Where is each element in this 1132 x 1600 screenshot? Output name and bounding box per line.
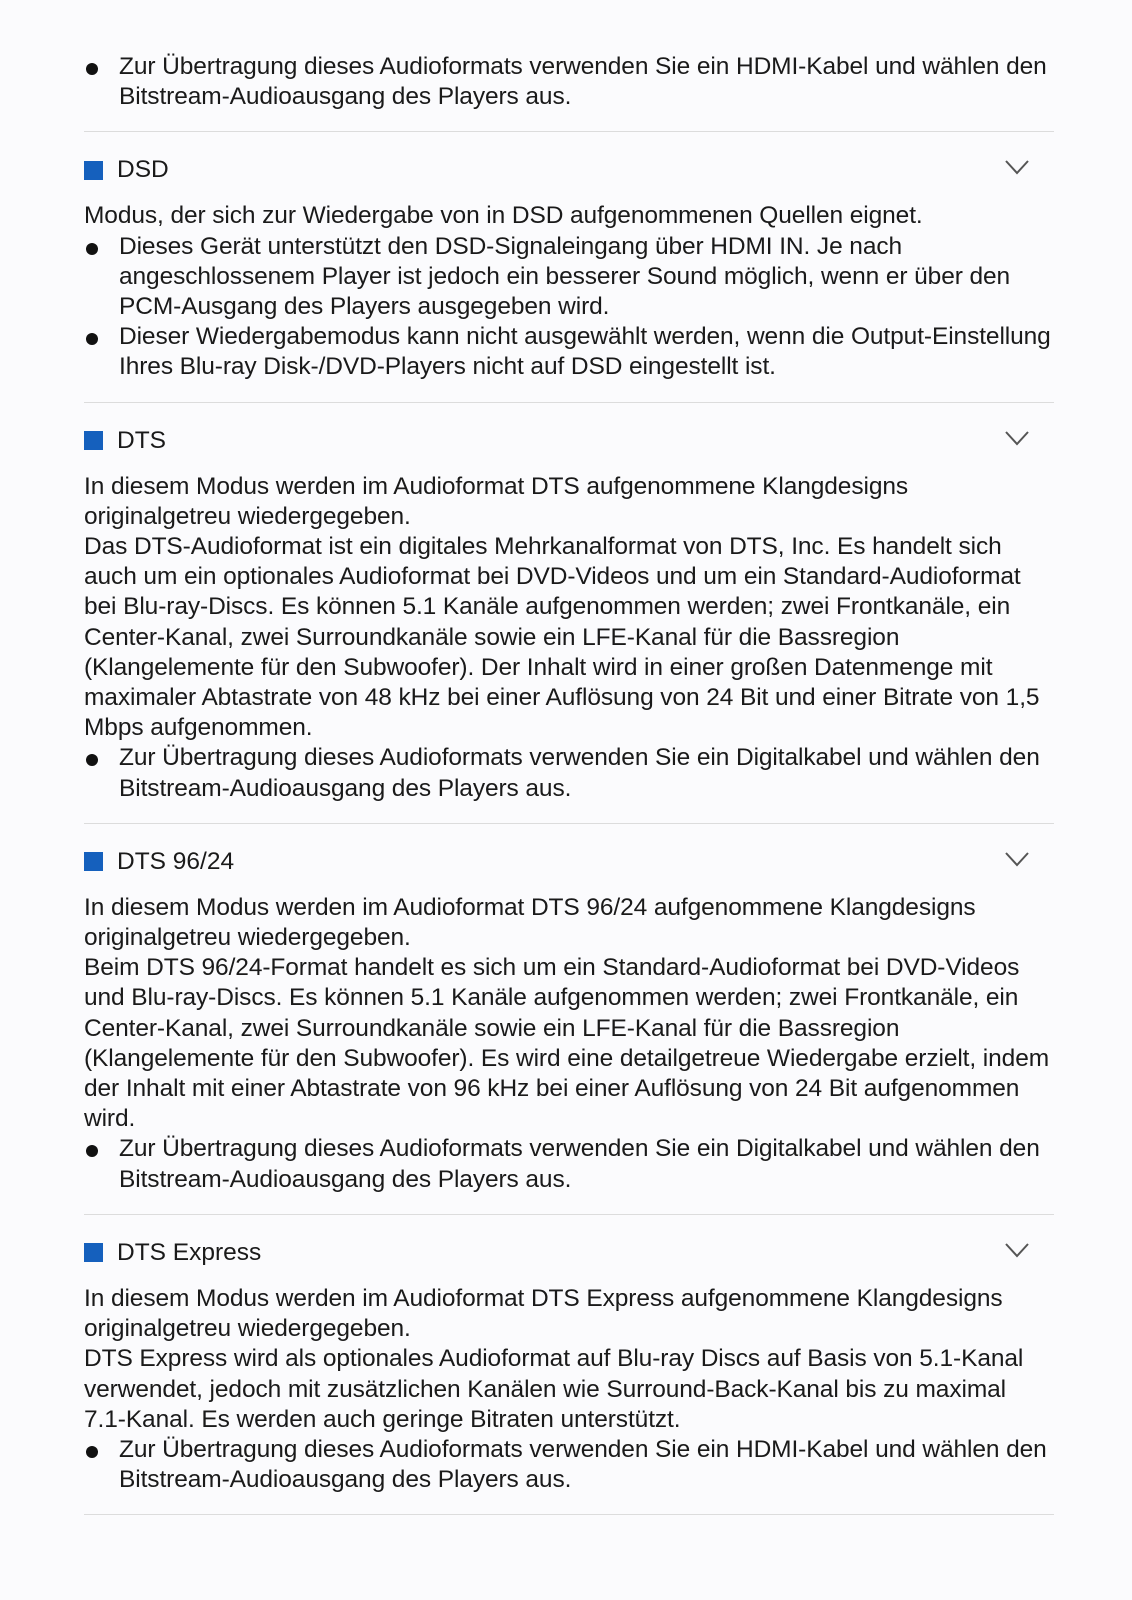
section-divider <box>84 1514 1054 1515</box>
paragraph: In diesem Modus werden im Audioformat DTS 96/24 aufgenommene Klangdesigns originalgetreu wiedergegeben. <box>84 893 976 952</box>
bullet-list <box>84 1435 1054 1495</box>
bullet-dot-icon <box>86 63 98 75</box>
section-divider <box>84 402 1054 403</box>
paragraph: DTS Express wird als optionales Audioformat auf Blu-ray Discs auf Basis von 5.1-Kanal verwendet, jedoch mit zusätzlichen Kanälen wie Surround-Back-Kanal bis zu maximal 7.1-Kanal. Es werden auch geringe Bitraten unterstützt. <box>84 1345 1024 1433</box>
bullet-list <box>84 1134 1054 1194</box>
section-divider <box>84 1214 1054 1215</box>
list-item <box>84 52 1054 112</box>
bullet-text: Dieser Wiedergabemodus kann nicht ausgewählt werden, wenn die Output-Einstellung Ihres Blu-ray Disk-/DVD-Players nicht auf DSD eingestellt ist. <box>119 323 1051 381</box>
bullet-text: Zur Übertragung dieses Audioformats verwenden Sie ein Digitalkabel und wählen den Bitstream-Audioausgang des Players aus. <box>119 1135 1040 1193</box>
section-divider <box>84 823 1054 824</box>
chevron-down-icon[interactable] <box>1004 158 1030 176</box>
list-item <box>84 322 1054 382</box>
section-dts-express <box>84 1235 1054 1515</box>
document-page <box>84 52 1054 1515</box>
list-item <box>84 1134 1054 1194</box>
chevron-down-icon[interactable] <box>1004 429 1030 447</box>
section-dts-96-24 <box>84 844 1054 1215</box>
section-title: DSD <box>117 156 169 184</box>
bullet-dot-icon <box>86 333 98 345</box>
section-header[interactable] <box>84 844 1054 880</box>
paragraph: In diesem Modus werden im Audioformat DTS aufgenommene Klangdesigns originalgetreu wiedergegeben. <box>84 472 909 530</box>
blue-square-icon <box>84 1243 103 1262</box>
section-dts <box>84 423 1054 824</box>
bullet-text: Zur Übertragung dieses Audioformats verwenden Sie ein HDMI-Kabel und wählen den Bitstream-Audioausgang des Players aus. <box>119 53 1047 111</box>
section-dsd <box>84 152 1054 402</box>
blue-square-icon <box>84 161 103 180</box>
section-title: DTS 96/24 <box>117 847 235 875</box>
paragraph: Beim DTS 96/24-Format handelt es sich um ein Standard-Audioformat bei DVD-Videos und Blu-ray-Discs. Es können 5.1 Kanäle aufgenommen werden; zwei Frontkanäle, ein Center-Kanal, zwei Surroundkanäle sowie ein LFE-Kanal für die Bassregion (Klangelemente für den Subwoofer). Es wird eine detailgetreue Wiedergabe erzielt, indem der Inhalt mit einer Abtastrate von 96 kHz bei einer Auflösung von 24 Bit aufgenommen wird. <box>84 954 1050 1133</box>
bullet-dot-icon <box>86 243 98 255</box>
bullet-text: Dieses Gerät unterstützt den DSD-Signaleingang über HDMI IN. Je nach angeschlossenem Player ist jedoch ein besserer Sound möglich, wenn er über den PCM-Ausgang des Players ausgegeben wird. <box>119 232 1011 321</box>
paragraph: Modus, der sich zur Wiedergabe von in DSD aufgenommenen Quellen eignet. <box>84 202 923 230</box>
bullet-dot-icon <box>86 1446 98 1458</box>
intro-bullet-list <box>84 52 1054 112</box>
section-header[interactable] <box>84 423 1054 459</box>
list-item <box>84 232 1054 323</box>
list-item <box>84 743 1054 803</box>
bullet-dot-icon <box>86 754 98 766</box>
section-header[interactable] <box>84 152 1054 188</box>
chevron-down-icon[interactable] <box>1004 1241 1030 1259</box>
paragraph: In diesem Modus werden im Audioformat DTS Express aufgenommene Klangdesigns originalgetreu wiedergegeben. <box>84 1284 1003 1343</box>
bullet-list <box>84 232 1054 383</box>
bullet-text: Zur Übertragung dieses Audioformats verwenden Sie ein HDMI-Kabel und wählen den Bitstream-Audioausgang des Players aus. <box>119 1435 1047 1494</box>
blue-square-icon <box>84 431 103 450</box>
section-title: DTS <box>117 426 166 454</box>
chevron-down-icon[interactable] <box>1004 850 1030 868</box>
bullet-list <box>84 743 1054 803</box>
list-item <box>84 1435 1054 1495</box>
paragraph: Das DTS-Audioformat ist ein digitales Mehrkanalformat von DTS, Inc. Es handelt sich auch um ein optionales Audioformat bei DVD-Videos und um ein Standard-Audioformat bei Blu-ray-Discs. Es können 5.1 Kanäle aufgenommen werden; zwei Frontkanäle, ein Center-Kanal, zwei Surroundkanäle sowie ein LFE-Kanal für die Bassregion (Klangelemente für den Subwoofer). Der Inhalt wird in einer großen Datenmenge mit maximaler Abtastrate von 48 kHz bei einer Auflösung von 24 Bit und einer Bitrate von 1,5 Mbps aufgenommen. <box>84 533 1040 742</box>
bullet-text: Zur Übertragung dieses Audioformats verwenden Sie ein Digitalkabel und wählen den Bitstream-Audioausgang des Players aus. <box>119 744 1040 802</box>
section-divider <box>84 131 1054 132</box>
section-header[interactable] <box>84 1235 1054 1271</box>
blue-square-icon <box>84 852 103 871</box>
bullet-dot-icon <box>86 1145 98 1157</box>
section-title: DTS Express <box>117 1238 262 1266</box>
